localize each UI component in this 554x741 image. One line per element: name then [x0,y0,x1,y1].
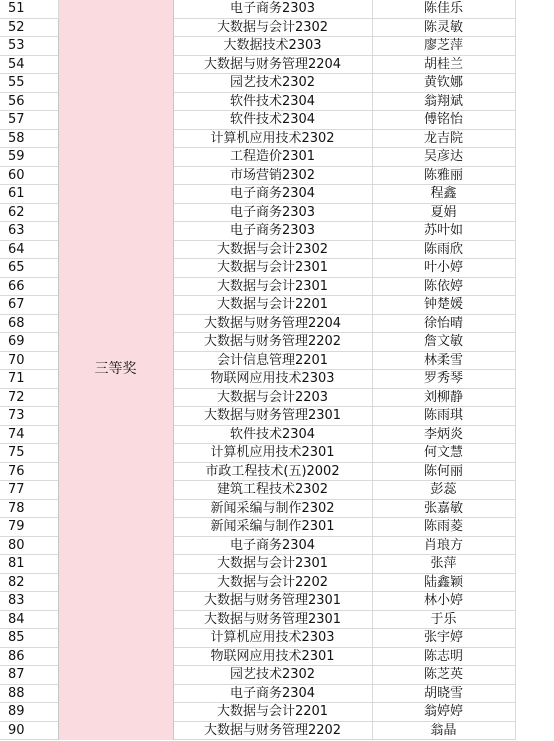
class-cell[interactable]: 大数据与会计2202 [173,573,372,592]
row-number-cell[interactable]: 59 [0,148,58,167]
row-number-cell[interactable]: 55 [0,74,58,93]
student-name-cell[interactable]: 陈依婷 [372,277,515,296]
row-number-cell[interactable]: 69 [0,333,58,352]
class-cell[interactable]: 电子商务2304 [173,536,372,555]
student-name-cell[interactable]: 程鑫 [372,185,515,204]
class-cell[interactable]: 大数据与会计2201 [173,296,372,315]
empty-cell[interactable] [515,37,554,56]
empty-cell[interactable] [515,462,554,481]
class-cell[interactable]: 大数据与会计2301 [173,555,372,574]
class-cell[interactable]: 大数据与会计2203 [173,388,372,407]
class-cell[interactable]: 会计信息管理2201 [173,351,372,370]
class-cell[interactable]: 电子商务2304 [173,185,372,204]
row-number-cell[interactable]: 54 [0,55,58,74]
empty-cell[interactable] [515,55,554,74]
empty-cell[interactable] [515,684,554,703]
empty-cell[interactable] [515,129,554,148]
class-cell[interactable]: 大数据与会计2302 [173,240,372,259]
empty-cell[interactable] [515,481,554,500]
empty-cell[interactable] [515,333,554,352]
row-number-cell[interactable]: 70 [0,351,58,370]
class-cell[interactable]: 新闻采编与制作2302 [173,499,372,518]
row-number-cell[interactable]: 86 [0,647,58,666]
empty-cell[interactable] [515,296,554,315]
row-number-cell[interactable]: 56 [0,92,58,111]
row-number-cell[interactable]: 82 [0,573,58,592]
row-number-cell[interactable]: 67 [0,296,58,315]
student-name-cell[interactable]: 廖芝萍 [372,37,515,56]
row-number-cell[interactable]: 71 [0,370,58,389]
row-number-cell[interactable]: 78 [0,499,58,518]
student-name-cell[interactable]: 陆鑫颖 [372,573,515,592]
empty-cell[interactable] [515,166,554,185]
student-name-cell[interactable]: 陈志明 [372,647,515,666]
class-cell[interactable]: 大数据与会计2301 [173,277,372,296]
empty-cell[interactable] [515,703,554,722]
row-number-cell[interactable]: 87 [0,666,58,685]
student-name-cell[interactable]: 翁翔斌 [372,92,515,111]
class-cell[interactable]: 大数据与财务管理2204 [173,55,372,74]
class-cell[interactable]: 物联网应用技术2301 [173,647,372,666]
student-name-cell[interactable]: 钟楚媛 [372,296,515,315]
class-cell[interactable]: 大数据与会计2302 [173,18,372,37]
empty-cell[interactable] [515,111,554,130]
student-name-cell[interactable]: 何文慧 [372,444,515,463]
award-level-cell[interactable]: 三等奖 [58,0,173,740]
empty-cell[interactable] [515,536,554,555]
row-number-cell[interactable]: 61 [0,185,58,204]
empty-cell[interactable] [515,148,554,167]
class-cell[interactable]: 软件技术2304 [173,111,372,130]
student-name-cell[interactable]: 张嘉敏 [372,499,515,518]
empty-cell[interactable] [515,185,554,204]
row-number-cell[interactable]: 85 [0,629,58,648]
class-cell[interactable]: 软件技术2304 [173,425,372,444]
student-name-cell[interactable]: 吴彦达 [372,148,515,167]
row-number-cell[interactable]: 81 [0,555,58,574]
empty-cell[interactable] [515,592,554,611]
row-number-cell[interactable]: 74 [0,425,58,444]
row-number-cell[interactable]: 51 [0,0,58,18]
student-name-cell[interactable]: 詹文敏 [372,333,515,352]
student-name-cell[interactable]: 叶小婷 [372,259,515,278]
row-number-cell[interactable]: 73 [0,407,58,426]
empty-cell[interactable] [515,240,554,259]
empty-cell[interactable] [515,388,554,407]
row-number-cell[interactable]: 72 [0,388,58,407]
empty-cell[interactable] [515,518,554,537]
empty-cell[interactable] [515,92,554,111]
class-cell[interactable]: 大数据与会计2201 [173,703,372,722]
class-cell[interactable]: 园艺技术2302 [173,666,372,685]
empty-cell[interactable] [515,222,554,241]
class-cell[interactable]: 电子商务2303 [173,203,372,222]
student-name-cell[interactable]: 陈雅丽 [372,166,515,185]
row-number-cell[interactable]: 90 [0,721,58,740]
empty-cell[interactable] [515,74,554,93]
class-cell[interactable]: 计算机应用技术2301 [173,444,372,463]
empty-cell[interactable] [515,277,554,296]
empty-cell[interactable] [515,18,554,37]
empty-cell[interactable] [515,555,554,574]
student-name-cell[interactable]: 陈雨琪 [372,407,515,426]
student-name-cell[interactable]: 苏叶如 [372,222,515,241]
student-name-cell[interactable]: 肖琅方 [372,536,515,555]
empty-cell[interactable] [515,721,554,740]
empty-cell[interactable] [515,573,554,592]
student-name-cell[interactable]: 李炳炎 [372,425,515,444]
student-name-cell[interactable]: 陈雨菱 [372,518,515,537]
class-cell[interactable]: 电子商务2303 [173,222,372,241]
empty-cell[interactable] [515,203,554,222]
row-number-cell[interactable]: 75 [0,444,58,463]
student-name-cell[interactable]: 翁晶 [372,721,515,740]
empty-cell[interactable] [515,666,554,685]
empty-cell[interactable] [515,610,554,629]
student-name-cell[interactable]: 黄钦娜 [372,74,515,93]
class-cell[interactable]: 园艺技术2302 [173,74,372,93]
class-cell[interactable]: 大数据与财务管理2301 [173,407,372,426]
empty-cell[interactable] [515,259,554,278]
student-name-cell[interactable]: 张宇婷 [372,629,515,648]
row-number-cell[interactable]: 76 [0,462,58,481]
student-name-cell[interactable]: 傅铭怡 [372,111,515,130]
row-number-cell[interactable]: 88 [0,684,58,703]
student-name-cell[interactable]: 夏娟 [372,203,515,222]
empty-cell[interactable] [515,0,554,18]
student-name-cell[interactable]: 徐怡晴 [372,314,515,333]
student-name-cell[interactable]: 翁婷婷 [372,703,515,722]
class-cell[interactable]: 新闻采编与制作2301 [173,518,372,537]
row-number-cell[interactable]: 79 [0,518,58,537]
row-number-cell[interactable]: 84 [0,610,58,629]
class-cell[interactable]: 大数据与财务管理2202 [173,333,372,352]
empty-cell[interactable] [515,314,554,333]
row-number-cell[interactable]: 65 [0,259,58,278]
empty-cell[interactable] [515,444,554,463]
row-number-cell[interactable]: 68 [0,314,58,333]
row-number-cell[interactable]: 80 [0,536,58,555]
row-number-cell[interactable]: 63 [0,222,58,241]
class-cell[interactable]: 软件技术2304 [173,92,372,111]
empty-cell[interactable] [515,499,554,518]
class-cell[interactable]: 市政工程技术(五)2002 [173,462,372,481]
class-cell[interactable]: 工程造价2301 [173,148,372,167]
student-name-cell[interactable]: 罗秀琴 [372,370,515,389]
row-number-cell[interactable]: 62 [0,203,58,222]
empty-cell[interactable] [515,351,554,370]
student-name-cell[interactable]: 陈灵敏 [372,18,515,37]
class-cell[interactable]: 大数据与会计2301 [173,259,372,278]
table-row [0,0,554,18]
student-name-cell[interactable]: 彭蕊 [372,481,515,500]
empty-cell[interactable] [515,425,554,444]
class-cell[interactable]: 市场营销2302 [173,166,372,185]
student-name-cell[interactable]: 陈芝英 [372,666,515,685]
class-cell[interactable]: 电子商务2304 [173,684,372,703]
row-number-cell[interactable]: 89 [0,703,58,722]
row-number-cell[interactable]: 77 [0,481,58,500]
row-number-cell[interactable]: 57 [0,111,58,130]
empty-cell[interactable] [515,647,554,666]
class-cell[interactable]: 计算机应用技术2302 [173,129,372,148]
class-cell[interactable]: 大数据与财务管理2202 [173,721,372,740]
student-name-cell[interactable]: 陈何丽 [372,462,515,481]
student-name-cell[interactable]: 龙吉院 [372,129,515,148]
empty-cell[interactable] [515,370,554,389]
student-name-cell[interactable]: 于乐 [372,610,515,629]
class-cell[interactable]: 计算机应用技术2303 [173,629,372,648]
student-name-cell[interactable]: 陈雨欣 [372,240,515,259]
class-cell[interactable]: 大数据与财务管理2301 [173,610,372,629]
row-number-cell[interactable]: 60 [0,166,58,185]
empty-cell[interactable] [515,629,554,648]
row-number-cell[interactable]: 52 [0,18,58,37]
student-name-cell[interactable]: 胡桂兰 [372,55,515,74]
student-name-cell[interactable]: 张萍 [372,555,515,574]
class-cell[interactable]: 电子商务2303 [173,0,372,18]
row-number-cell[interactable]: 53 [0,37,58,56]
row-number-cell[interactable]: 58 [0,129,58,148]
student-name-cell[interactable]: 刘柳静 [372,388,515,407]
row-number-cell[interactable]: 66 [0,277,58,296]
class-cell[interactable]: 大数据与财务管理2301 [173,592,372,611]
row-number-cell[interactable]: 83 [0,592,58,611]
student-name-cell[interactable]: 陈佳乐 [372,0,515,18]
class-cell[interactable]: 物联网应用技术2303 [173,370,372,389]
student-name-cell[interactable]: 林小婷 [372,592,515,611]
row-number-cell[interactable]: 64 [0,240,58,259]
class-cell[interactable]: 大数据与财务管理2204 [173,314,372,333]
student-name-cell[interactable]: 胡晓雪 [372,684,515,703]
class-cell[interactable]: 建筑工程技术2302 [173,481,372,500]
empty-cell[interactable] [515,407,554,426]
class-cell[interactable]: 大数据技术2303 [173,37,372,56]
student-name-cell[interactable]: 林柔雪 [372,351,515,370]
